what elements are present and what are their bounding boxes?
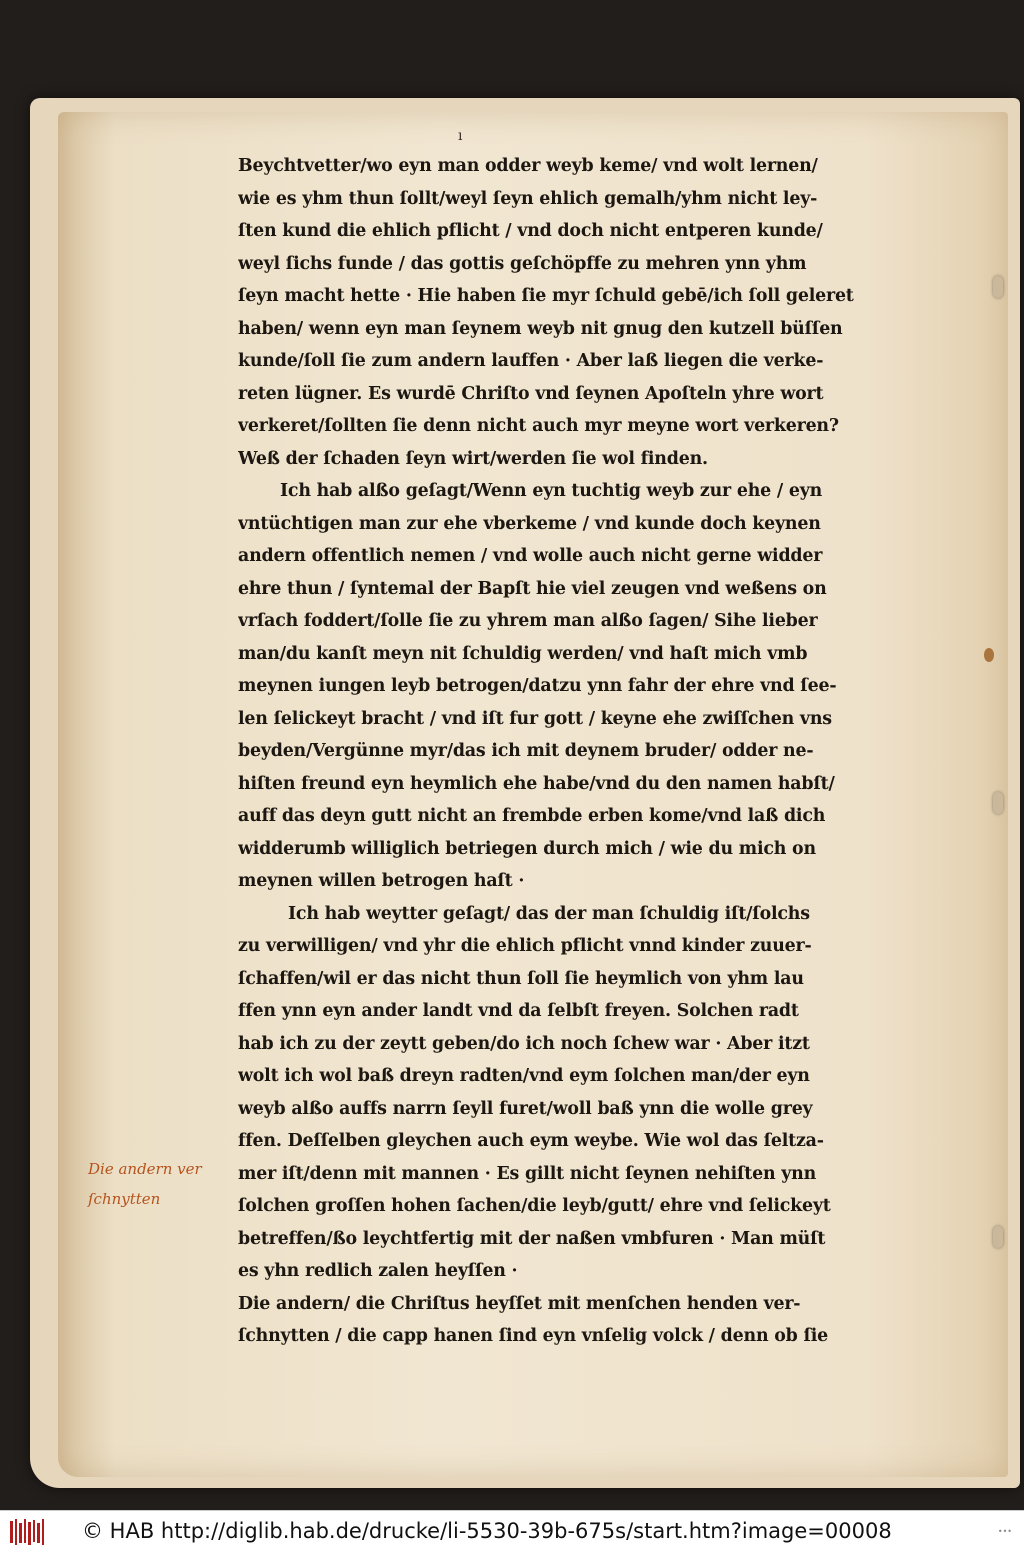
text-line: hiſten freund eyn heymlich ehe habe/vnd du den namen habſt/ bbox=[238, 773, 835, 794]
text-line: es yhn redlich zalen heyſſen · bbox=[238, 1261, 518, 1281]
text-line: Beychtvetter/wo eyn man odder weyb keme/ vnd wolt lernen/ bbox=[238, 156, 818, 176]
binding-thread bbox=[993, 276, 1003, 298]
text-line: weyl ſichs funde / das gottis geſchöpffe zu mehren ynn yhm bbox=[238, 253, 807, 274]
text-line: verkeret/ſollten ſie denn nicht auch myr meyne wort verkeren? bbox=[238, 416, 839, 436]
paper-stain bbox=[984, 648, 994, 662]
text-line: beyden/Vergünne myr/das ich mit deynem bruder/ odder ne- bbox=[238, 741, 814, 761]
text-line: betreffen/ßo leychtfertig mit der naßen vmbfuren · Man müſt bbox=[238, 1228, 826, 1249]
text-line: ſchnytten / die capp hanen ſind eyn vnſelig volck / denn ob ſie bbox=[238, 1326, 829, 1346]
text-line: Ich hab weytter geſagt/ das der man ſchuldig iſt/ſolchs bbox=[288, 903, 810, 924]
text-line: wolt ich wol baß dreyn radten/vnd eym ſolchen man/der eyn bbox=[238, 1066, 810, 1086]
text-line: mer iſt/denn mit mannen · Es gillt nicht ſeynen nehiſten ynn bbox=[238, 1163, 817, 1184]
text-line: hab ich zu der zeytt geben/do ich noch ſchew war · Aber itzt bbox=[238, 1033, 810, 1054]
text-line: meynen iungen leyb betrogen/datzu ynn fahr der ehre vnd ſee- bbox=[238, 676, 837, 696]
text-line: Weß der ſchaden ſeyn wirt/werden ſie wol finden. bbox=[238, 448, 708, 469]
text-line: andern offentlich nemen / vnd wolle auch nicht gerne widder bbox=[238, 546, 823, 566]
text-line: ffen ynn eyn ander landt vnd da ſelbſt freyen. Solchen radt bbox=[238, 1001, 799, 1021]
text-line: ſten kund die ehlich pflicht / vnd doch nicht entperen kunde/ bbox=[238, 221, 823, 241]
hab-barcode-logo-icon bbox=[10, 1519, 44, 1545]
text-line: auff das deyn gutt nicht an frembde erben kome/vnd laß dich bbox=[238, 806, 826, 826]
text-line: weyb alßo auffs narrn ſeyll furet/woll baß ynn die wolle grey bbox=[238, 1098, 813, 1119]
text-line: len ſelickeyt bracht / vnd iſt fur gott / keyne ehe zwiſſchen vns bbox=[238, 708, 832, 729]
text-line: zu verwilligen/ vnd yhr die ehlich pflicht vnnd kinder zuuer- bbox=[238, 936, 812, 956]
text-line: meynen willen betrogen haſt · bbox=[238, 871, 525, 891]
binding-thread bbox=[993, 792, 1003, 814]
text-line: Die andern/ die Chriſtus heyſſet mit menſchen henden ver- bbox=[238, 1293, 801, 1314]
text-line: widderumb williglich betriegen durch mich / wie du mich on bbox=[238, 838, 816, 859]
copyright-url-text: © HAB http://diglib.hab.de/drucke/li-5530-39b-675s/start.htm?image=00008 bbox=[82, 1519, 892, 1543]
text-line: wie es yhm thun ſollt/weyl ſeyn ehlich gemalh/yhm nicht ley- bbox=[238, 188, 818, 209]
text-line: Ich hab alßo geſagt/Wenn eyn tuchtig weyb zur ehe / eyn bbox=[280, 481, 823, 501]
text-line: ſolchen groſſen hohen ſachen/die leyb/gutt/ ehre vnd ſelickeyt bbox=[238, 1196, 831, 1216]
handwritten-marginal-note bbox=[88, 1154, 238, 1214]
text-line: ffen. Deſſelben gleychen auch eym weybe. Wie wol das ſeltza- bbox=[238, 1131, 824, 1151]
page-marker: ı bbox=[458, 128, 463, 144]
text-line: vrſach foddert/ſolle ſie zu yhrem man alßo ſagen/ Sihe lieber bbox=[238, 611, 818, 631]
text-line: kunde/ſoll ſie zum andern lauffen · Aber laß liegen die verke- bbox=[238, 351, 824, 371]
footer-bar bbox=[0, 1510, 1024, 1551]
text-line: haben/ wenn eyn man ſeynem weyb nit gnug den kutzell büſſen bbox=[238, 318, 843, 339]
printed-text-block bbox=[238, 150, 918, 1353]
more-dots-icon[interactable]: ••• bbox=[997, 1527, 1012, 1536]
text-line: ehre thun / ſyntemal der Bapſt hie viel zeugen vnd weßens on bbox=[238, 578, 827, 599]
text-line: vntüchtigen man zur ehe vberkeme / vnd kunde doch keynen bbox=[238, 513, 821, 534]
text-line: man/du kanſt meyn nit ſchuldig werden/ vnd haſt mich vmb bbox=[238, 643, 808, 664]
text-line: reten lügner. Es wurdē Chriſto vnd ſeynen Apoſteln yhre wort bbox=[238, 383, 824, 404]
binding-thread bbox=[993, 1226, 1003, 1248]
marginal-note-line: Die andern ver bbox=[88, 1160, 202, 1178]
marginal-note-line: ſchnytten bbox=[88, 1190, 161, 1208]
text-line: ſeyn macht hette · Hie haben ſie myr ſchuld gebē/ich ſoll geleret bbox=[238, 286, 854, 306]
text-line: ſchaffen/wil er das nicht thun ſoll ſie heymlich von yhm lau bbox=[238, 968, 804, 989]
